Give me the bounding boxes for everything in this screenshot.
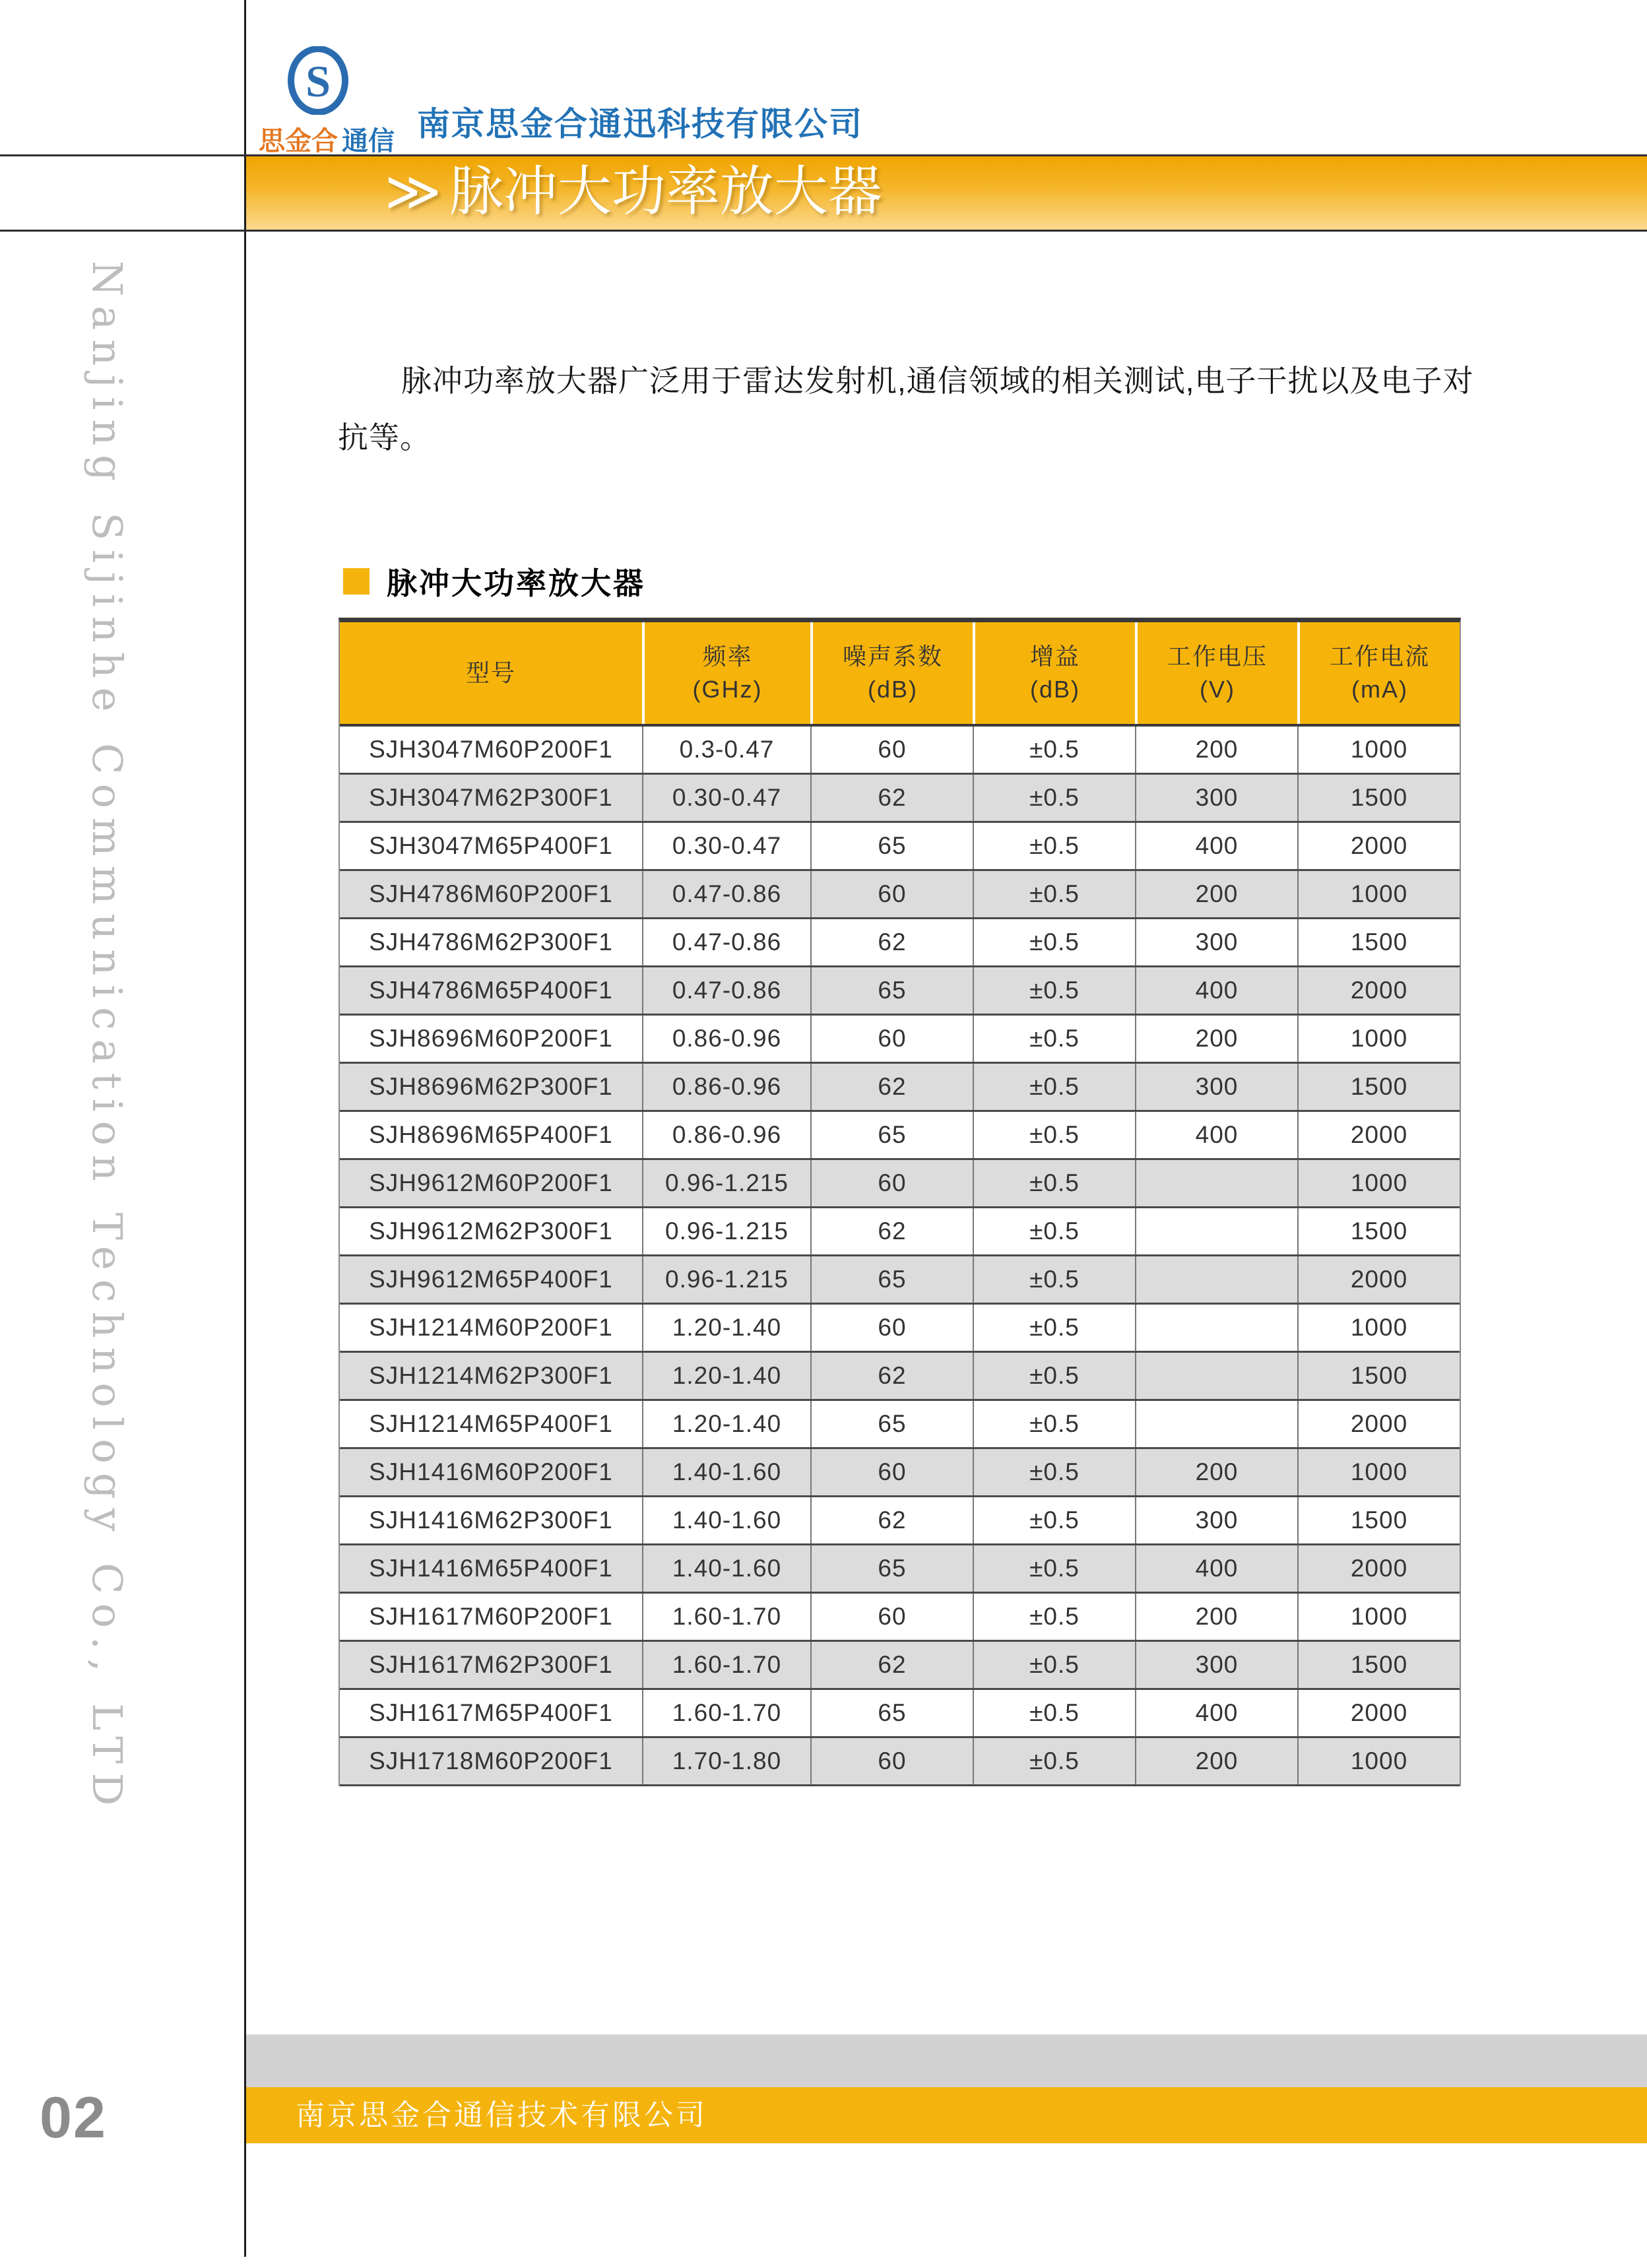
- column-header-current: [1297, 622, 1460, 724]
- cell-current_ma: 1000: [1297, 1449, 1460, 1495]
- cell-gain_db: ±0.5: [973, 1642, 1135, 1688]
- table-row: [340, 1545, 1460, 1594]
- cell-voltage_v: 200: [1135, 1449, 1297, 1495]
- cell-frequency_ghz: 0.96-1.215: [642, 1208, 810, 1254]
- column-header-label: 型号: [465, 659, 516, 686]
- cell-voltage_v: 200: [1135, 727, 1297, 773]
- cell-current_ma: 1000: [1297, 1305, 1460, 1351]
- cell-frequency_ghz: 0.86-0.96: [642, 1016, 810, 1062]
- intro-paragraph: [338, 352, 1526, 466]
- cell-gain_db: ±0.5: [973, 727, 1135, 773]
- cell-gain_db: ±0.5: [973, 1016, 1135, 1062]
- cell-noise_figure_db: 62: [810, 1642, 973, 1688]
- cell-model: SJH3047M60P200F1: [369, 736, 613, 763]
- cell-noise_figure_db: 60: [810, 871, 973, 917]
- cell-gain_db: ±0.5: [973, 967, 1135, 1014]
- table-row: [340, 967, 1460, 1016]
- column-header-unit: (dB): [867, 676, 918, 703]
- cell-gain_db: ±0.5: [973, 1545, 1135, 1592]
- svg-text:S: S: [306, 56, 331, 106]
- table-row: [340, 775, 1460, 823]
- cell-model: SJH1718M60P200F1: [369, 1747, 613, 1774]
- column-header-label: 噪声系数: [842, 643, 943, 670]
- cell-voltage_v: 300: [1135, 1497, 1297, 1543]
- cell-frequency_ghz: 1.20-1.40: [642, 1353, 810, 1399]
- banner-title: 脉冲大功率放大器: [449, 162, 882, 222]
- cell-frequency_ghz: 1.60-1.70: [642, 1642, 810, 1688]
- cell-voltage_v: 200: [1135, 1594, 1297, 1640]
- table-row: [340, 1208, 1460, 1256]
- cell-frequency_ghz: 1.40-1.60: [642, 1545, 810, 1592]
- cell-voltage_v: 400: [1135, 967, 1297, 1014]
- cell-voltage_v: [1135, 1305, 1297, 1351]
- column-header-noise-figure: [810, 622, 973, 724]
- sidebar-vertical-text: Nanjing Sijinhe Communication Technology Co., LTD: [83, 261, 131, 1815]
- cell-gain_db: ±0.5: [973, 1160, 1135, 1206]
- table-row: [340, 1256, 1460, 1305]
- cell-gain_db: ±0.5: [973, 1305, 1135, 1351]
- section-title: 脉冲大功率放大器: [387, 566, 645, 600]
- cell-voltage_v: [1135, 1353, 1297, 1399]
- cell-gain_db: ±0.5: [973, 1353, 1135, 1399]
- cell-gain_db: ±0.5: [973, 775, 1135, 821]
- table-row: [340, 1160, 1460, 1208]
- logo-brand-blue: 通信: [342, 127, 395, 156]
- cell-frequency_ghz: 0.30-0.47: [642, 823, 810, 869]
- cell-voltage_v: [1135, 1208, 1297, 1254]
- cell-noise_figure_db: 65: [810, 1112, 973, 1158]
- cell-current_ma: 1000: [1297, 727, 1460, 773]
- cell-voltage_v: [1135, 1401, 1297, 1447]
- cell-model: SJH1214M62P300F1: [369, 1362, 613, 1389]
- cell-noise_figure_db: 60: [810, 1305, 973, 1351]
- cell-noise_figure_db: 62: [810, 775, 973, 821]
- cell-frequency_ghz: 1.60-1.70: [642, 1690, 810, 1736]
- cell-gain_db: ±0.5: [973, 1401, 1135, 1447]
- cell-noise_figure_db: 60: [810, 1738, 973, 1784]
- cell-current_ma: 1000: [1297, 1016, 1460, 1062]
- cell-noise_figure_db: 60: [810, 727, 973, 773]
- cell-noise_figure_db: 60: [810, 1594, 973, 1640]
- cell-current_ma: 2000: [1297, 1545, 1460, 1592]
- table-header-row: [340, 622, 1460, 727]
- cell-current_ma: 2000: [1297, 1256, 1460, 1303]
- cell-noise_figure_db: 65: [810, 1545, 973, 1592]
- table-row: [340, 1449, 1460, 1497]
- intro-line-2: 抗等。: [338, 420, 431, 455]
- cell-frequency_ghz: 1.40-1.60: [642, 1449, 810, 1495]
- footer-bar: [246, 2087, 1647, 2143]
- table-row: [340, 1642, 1460, 1690]
- table-row: [340, 1738, 1460, 1786]
- cell-voltage_v: 400: [1135, 823, 1297, 869]
- cell-frequency_ghz: 0.86-0.96: [642, 1064, 810, 1110]
- left-vertical-rule: [244, 0, 246, 2257]
- column-header-label: 工作电压: [1167, 643, 1268, 670]
- cell-current_ma: 1500: [1297, 775, 1460, 821]
- column-header-unit: (mA): [1351, 676, 1408, 703]
- cell-noise_figure_db: 65: [810, 823, 973, 869]
- column-header-voltage: [1135, 622, 1297, 724]
- cell-model: SJH1214M65P400F1: [369, 1410, 613, 1437]
- cell-noise_figure_db: 60: [810, 1449, 973, 1495]
- cell-frequency_ghz: 0.30-0.47: [642, 775, 810, 821]
- cell-model: SJH4786M62P300F1: [369, 928, 613, 956]
- banner-chevron-icon: ≫: [385, 162, 441, 222]
- cell-current_ma: 2000: [1297, 967, 1460, 1014]
- cell-current_ma: 1500: [1297, 1064, 1460, 1110]
- cell-voltage_v: 200: [1135, 1738, 1297, 1784]
- cell-voltage_v: 400: [1135, 1112, 1297, 1158]
- cell-noise_figure_db: 62: [810, 919, 973, 965]
- cell-model: SJH9612M60P200F1: [369, 1169, 613, 1196]
- cell-noise_figure_db: 65: [810, 967, 973, 1014]
- cell-voltage_v: 200: [1135, 871, 1297, 917]
- cell-frequency_ghz: 0.47-0.86: [642, 871, 810, 917]
- cell-current_ma: 1500: [1297, 1353, 1460, 1399]
- cell-voltage_v: 400: [1135, 1545, 1297, 1592]
- page-banner: [246, 156, 1647, 230]
- footer-gray-bar: [246, 2034, 1647, 2087]
- cell-model: SJH4786M65P400F1: [369, 977, 613, 1004]
- column-header-label: 增益: [1029, 643, 1080, 670]
- cell-current_ma: 1000: [1297, 1160, 1460, 1206]
- intro-line-1: 脉冲功率放大器广泛用于雷达发射机,通信领域的相关测试,电子干扰以及电子对: [401, 364, 1474, 398]
- cell-current_ma: 1500: [1297, 1642, 1460, 1688]
- cell-gain_db: ±0.5: [973, 1208, 1135, 1254]
- column-header-unit: (dB): [1029, 676, 1080, 703]
- section-header: [343, 560, 645, 603]
- cell-noise_figure_db: 65: [810, 1401, 973, 1447]
- cell-current_ma: 1500: [1297, 1208, 1460, 1254]
- table-row: [340, 1112, 1460, 1160]
- cell-model: SJH8696M65P400F1: [369, 1121, 613, 1148]
- company-name: 南京思金合通迅科技有限公司: [417, 106, 863, 143]
- table-body: [340, 727, 1460, 1786]
- cell-model: SJH4786M60P200F1: [369, 880, 613, 907]
- cell-current_ma: 1000: [1297, 1594, 1460, 1640]
- table-row: [340, 1594, 1460, 1642]
- cell-frequency_ghz: 0.96-1.215: [642, 1256, 810, 1303]
- cell-model: SJH8696M62P300F1: [369, 1073, 613, 1100]
- logo-s-icon: [286, 46, 350, 115]
- cell-gain_db: ±0.5: [973, 823, 1135, 869]
- cell-gain_db: ±0.5: [973, 919, 1135, 965]
- footer-company-name: 南京思金合通信技术有限公司: [296, 2099, 707, 2131]
- logo-brand-orange: 思金合: [259, 127, 338, 161]
- cell-current_ma: 1500: [1297, 1497, 1460, 1543]
- company-logo: [259, 46, 417, 158]
- table-row: [340, 1353, 1460, 1401]
- cell-gain_db: ±0.5: [973, 1064, 1135, 1110]
- cell-noise_figure_db: 60: [810, 1160, 973, 1206]
- cell-frequency_ghz: 0.3-0.47: [642, 727, 810, 773]
- cell-current_ma: 1000: [1297, 1738, 1460, 1784]
- cell-model: SJH1416M62P300F1: [369, 1507, 613, 1534]
- cell-noise_figure_db: 65: [810, 1256, 973, 1303]
- column-header-label: 工作电流: [1329, 643, 1430, 670]
- cell-frequency_ghz: 1.40-1.60: [642, 1497, 810, 1543]
- cell-voltage_v: 300: [1135, 775, 1297, 821]
- cell-model: SJH1416M65P400F1: [369, 1555, 613, 1582]
- cell-model: SJH8696M60P200F1: [369, 1025, 613, 1052]
- cell-voltage_v: 300: [1135, 919, 1297, 965]
- table-row: [340, 1016, 1460, 1064]
- cell-frequency_ghz: 1.70-1.80: [642, 1738, 810, 1784]
- cell-gain_db: ±0.5: [973, 1690, 1135, 1736]
- cell-model: SJH1214M60P200F1: [369, 1314, 613, 1341]
- cell-voltage_v: 300: [1135, 1642, 1297, 1688]
- cell-gain_db: ±0.5: [973, 1594, 1135, 1640]
- cell-current_ma: 2000: [1297, 1401, 1460, 1447]
- cell-gain_db: ±0.5: [973, 1112, 1135, 1158]
- cell-noise_figure_db: 62: [810, 1208, 973, 1254]
- cell-frequency_ghz: 1.20-1.40: [642, 1401, 810, 1447]
- cell-frequency_ghz: 1.20-1.40: [642, 1305, 810, 1351]
- cell-gain_db: ±0.5: [973, 871, 1135, 917]
- table-row: [340, 1305, 1460, 1353]
- cell-noise_figure_db: 65: [810, 1690, 973, 1736]
- table-row: [340, 919, 1460, 967]
- column-header-unit: (GHz): [692, 676, 763, 703]
- cell-gain_db: ±0.5: [973, 1738, 1135, 1784]
- cell-voltage_v: [1135, 1256, 1297, 1303]
- table-row: [340, 823, 1460, 871]
- cell-current_ma: 2000: [1297, 1112, 1460, 1158]
- banner-bottom-rule: [0, 230, 1647, 232]
- cell-gain_db: ±0.5: [973, 1449, 1135, 1495]
- cell-gain_db: ±0.5: [973, 1256, 1135, 1303]
- cell-gain_db: ±0.5: [973, 1497, 1135, 1543]
- cell-frequency_ghz: 0.86-0.96: [642, 1112, 810, 1158]
- cell-current_ma: 2000: [1297, 1690, 1460, 1736]
- table-row: [340, 1497, 1460, 1545]
- cell-noise_figure_db: 62: [810, 1353, 973, 1399]
- cell-frequency_ghz: 0.47-0.86: [642, 919, 810, 965]
- cell-current_ma: 1000: [1297, 871, 1460, 917]
- product-table: [339, 618, 1461, 1786]
- table-row: [340, 1690, 1460, 1738]
- cell-model: SJH1617M65P400F1: [369, 1699, 613, 1726]
- cell-noise_figure_db: 60: [810, 1016, 973, 1062]
- cell-current_ma: 1500: [1297, 919, 1460, 965]
- cell-noise_figure_db: 62: [810, 1064, 973, 1110]
- cell-voltage_v: 300: [1135, 1064, 1297, 1110]
- table-row: [340, 1064, 1460, 1112]
- cell-noise_figure_db: 62: [810, 1497, 973, 1543]
- cell-frequency_ghz: 1.60-1.70: [642, 1594, 810, 1640]
- table-row: [340, 1401, 1460, 1449]
- column-header-label: 频率: [702, 643, 753, 670]
- logo-brand-text: [259, 120, 417, 158]
- cell-frequency_ghz: 0.96-1.215: [642, 1160, 810, 1206]
- table-row: [340, 871, 1460, 919]
- cell-model: SJH9612M65P400F1: [369, 1266, 613, 1293]
- cell-model: SJH1416M60P200F1: [369, 1458, 613, 1485]
- cell-frequency_ghz: 0.47-0.86: [642, 967, 810, 1014]
- section-bullet-square: [343, 568, 370, 595]
- cell-model: SJH1617M60P200F1: [369, 1603, 613, 1630]
- cell-voltage_v: [1135, 1160, 1297, 1206]
- cell-current_ma: 2000: [1297, 823, 1460, 869]
- cell-model: SJH3047M65P400F1: [369, 832, 613, 859]
- column-header-unit: (V): [1200, 676, 1235, 703]
- cell-model: SJH9612M62P300F1: [369, 1217, 613, 1245]
- cell-model: SJH3047M62P300F1: [369, 784, 613, 811]
- table-row: [340, 727, 1460, 775]
- column-header-frequency: [642, 622, 810, 724]
- page-number: 02: [40, 2085, 107, 2150]
- cell-voltage_v: 200: [1135, 1016, 1297, 1062]
- cell-voltage_v: 400: [1135, 1690, 1297, 1736]
- cell-model: SJH1617M62P300F1: [369, 1651, 613, 1678]
- column-header-gain: [973, 622, 1135, 724]
- column-header-model: [340, 622, 642, 724]
